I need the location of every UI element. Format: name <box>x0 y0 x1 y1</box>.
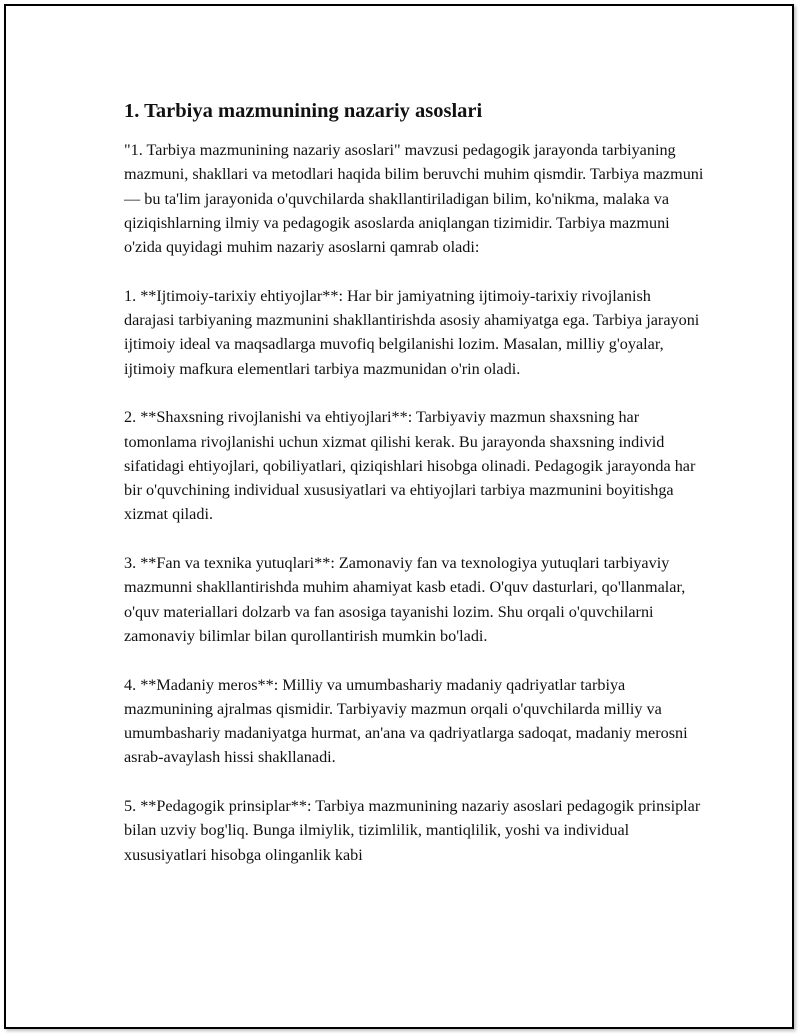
section-heading: 1. Tarbiya mazmunining nazariy asoslari <box>124 100 483 122</box>
paragraph-personal-development: 2. **Shaxsning rivojlanishi va ehtiyojlari**: Tarbiyaviy mazmun shaxsning har tomonlama rivojlanishi uchun xizmat qilishi kerak. Bu jarayonda shaxsning individ sifatidagi ehtiyojlari, qobiliyatlari, qiziqishlari hisobga olinadi. Pedagogik jarayonda har bir o'quvchining individual xususiyatlari va ehtiyojlari tarbiya mazmunini boyitishga xizmat qiladi. <box>124 408 696 524</box>
paragraph-pedagogical-principles: 5. **Pedagogik prinsiplar**: Tarbiya mazmunining nazariy asoslari pedagogik prinsiplar bilan uzviy bog'liq. Bunga ilmiylik, tizimlilik, mantiqlilik, yoshi va individual xususiyatlari hisobga olinganlik kabi <box>124 797 701 864</box>
paragraph-social-historical-needs: 1. **Ijtimoiy-tarixiy ehtiyojlar**: Har bir jamiyatning ijtimoiy-tarixiy rivojlanish darajasi tarbiyaning mazmunini shakllantirishda asosiy ahamiyatga ega. Tarbiya jarayoni ijtimoiy ideal va maqsadlarga muvofiq belgilanishi lozim. Masalan, milliy g'oyalar, ijtimoiy mafkura elementlari tarbiya mazmunidan o'rin oladi. <box>124 286 700 378</box>
document-body <box>124 98 704 891</box>
intro-paragraph: "1. Tarbiya mazmunining nazariy asoslari" mavzusi pedagogik jarayonda tarbiyaning mazmuni, shakllari va metodlari haqida bilim beruvchi muhim qismdir. Tarbiya mazmuni — bu ta'lim jarayonida o'quvchilarda shakllantiriladigan bilim, ko'nikma, malaka va qiziqishlarning ilmiy va pedagogik asoslarda aniqlangan tizimidir. Tarbiya mazmuni o'zida quyidagi muhim nazariy asoslarni qamrab oladi: <box>124 141 704 257</box>
paragraph-cultural-heritage: 4. **Madaniy meros**: Milliy va umumbashariy madaniy qadriyatlar tarbiya mazmunining ajralmas qismidir. Tarbiyaviy mazmun orqali o'quvchilarda milliy va umumbashariy madaniyatga hurmat, an'ana va qadriyatlarga sadoqat, madaniy merosni asrab-avaylash hissi shakllanadi. <box>124 675 688 767</box>
page-frame <box>4 4 794 1029</box>
paragraph-science-technology: 3. **Fan va texnika yutuqlari**: Zamonaviy fan va texnologiya yutuqlari tarbiyaviy mazmunni shakllantirishda muhim ahamiyat kasb etadi. O'quv dasturlari, qo'llanmalar, o'quv materiallari dolzarb va fan asosiga tayanishi lozim. Shu orqali o'quvchilarni zamonaviy bilimlar bilan qurollantirish mumkin bo'ladi. <box>124 554 686 645</box>
